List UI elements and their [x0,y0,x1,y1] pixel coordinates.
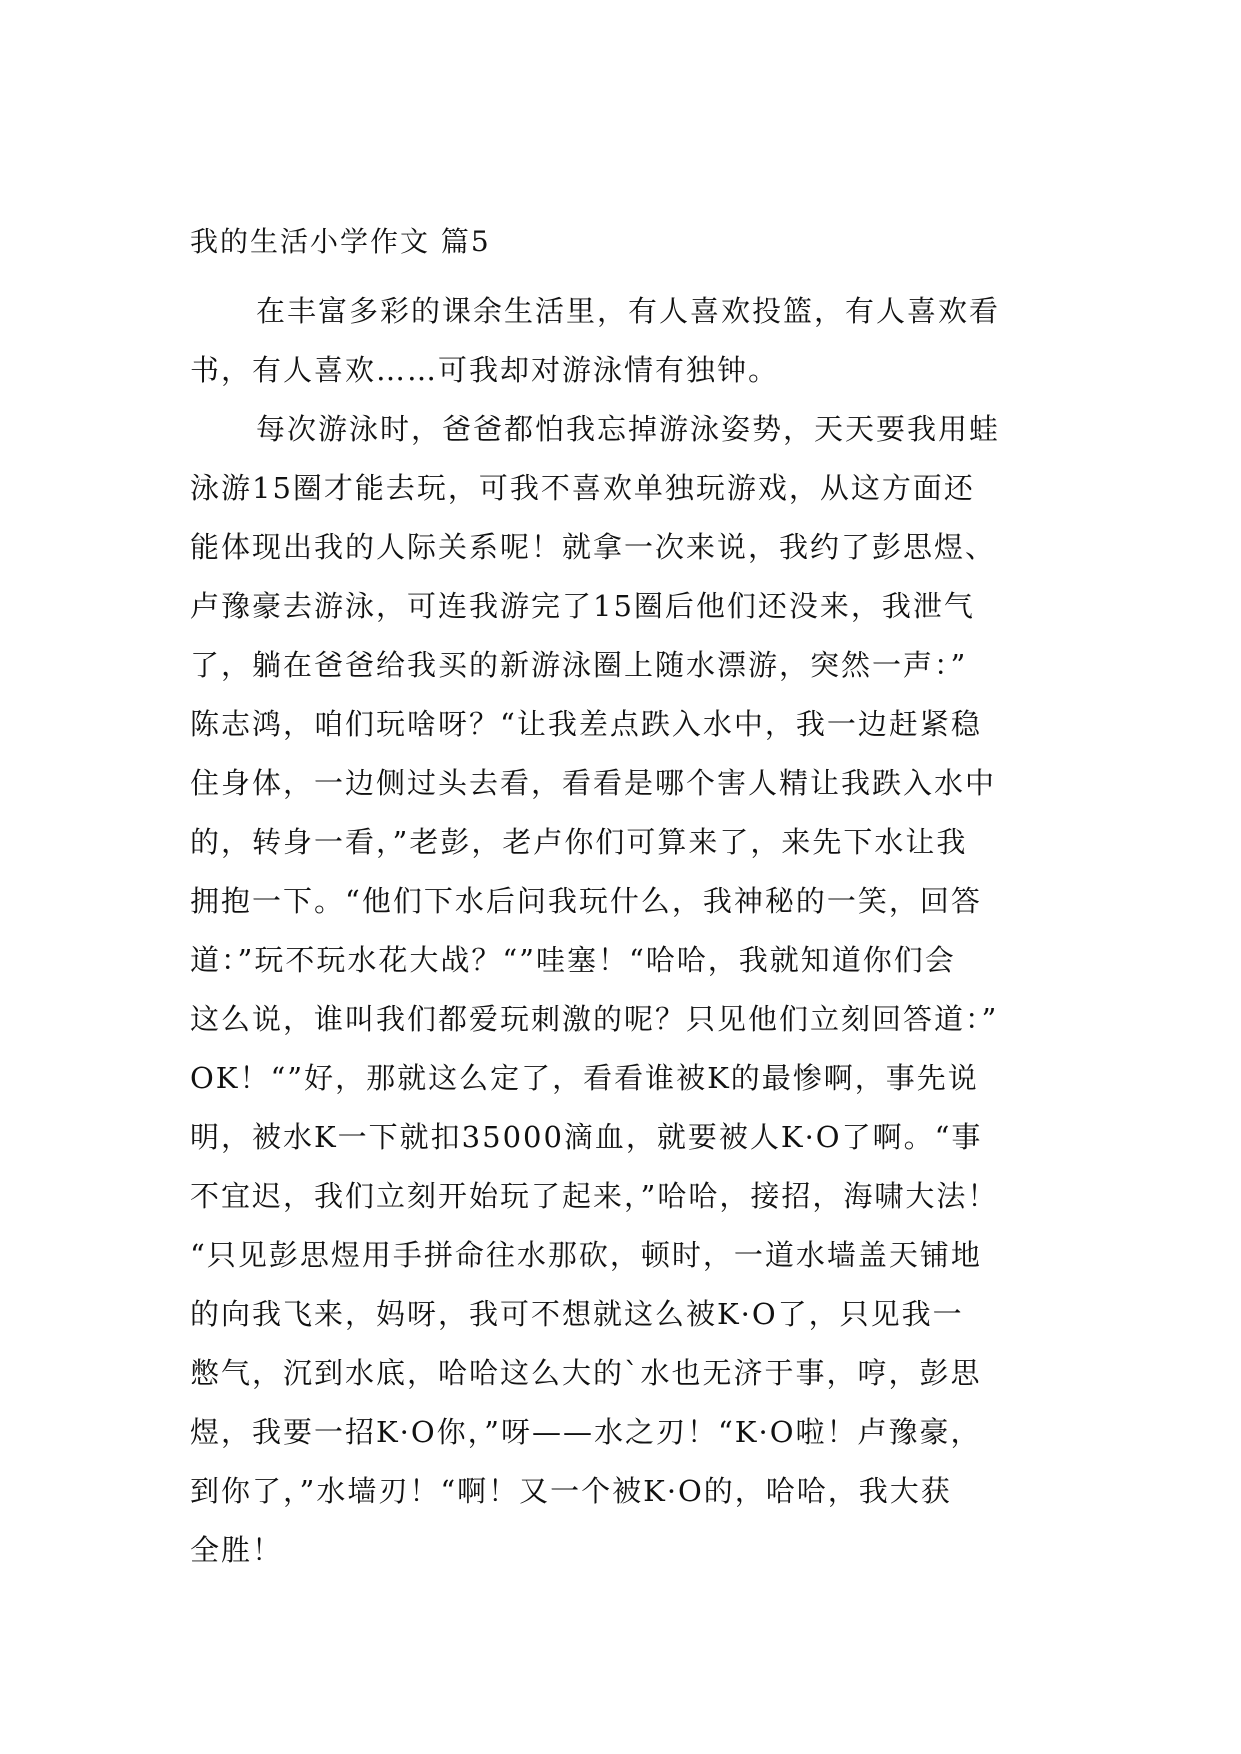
text-line: 煜，我要一招K·O你，”呀——水之刃！“K·O啦！卢豫豪， [190,1415,982,1449]
text-line: 到你了，”水墙刃！“啊！又一个被K·O的，哈哈，我大获 [190,1474,952,1508]
text-line: 明，被水K一下就扣35000滴血，就要被人K·O了啊。“事 [190,1120,983,1154]
text-line: 在丰富多彩的课余生活里，有人喜欢投篮，有人喜欢看 [256,294,1001,328]
text-line: 住身体，一边侧过头去看，看看是哪个害人精让我跌入水中 [190,766,997,800]
essay-title: 我的生活小学作文 篇5 [190,225,491,258]
essay-text [190,282,1090,1580]
text-line: OK！“”好，那就这么定了，看看谁被K的最惨啊，事先说 [190,1061,979,1095]
text-line: 的向我飞来，妈呀，我可不想就这么被K·O了，只见我一 [190,1297,964,1331]
text-line: 的，转身一看，”老彭，老卢你们可算来了，来先下水让我 [190,825,968,859]
text-line: 陈志鸿，咱们玩啥呀？“让我差点跌入水中，我一边赶紧稳 [190,707,982,741]
text-line: 憋气，沉到水底，哈哈这么大的`水也无济于事，哼，彭思 [190,1356,982,1390]
text-line: 拥抱一下。“他们下水后问我玩什么，我神秘的一笑，回答 [190,884,982,918]
text-line: 了，躺在爸爸给我买的新游泳圈上随水漂游，突然一声：” [190,648,968,682]
text-line: 卢豫豪去游泳，可连我游完了15圈后他们还没来，我泄气 [190,589,975,623]
text-line: “只见彭思煜用手拼命往水那砍，顿时，一道水墙盖天铺地 [190,1238,982,1272]
document-body [190,222,1090,1580]
text-line: 这么说，谁叫我们都爱玩刺激的呢？只见他们立刻回答道：” [190,1002,999,1036]
text-line: 能体现出我的人际关系呢！就拿一次来说，我约了彭思煜、 [190,530,997,564]
text-line: 书，有人喜欢……可我却对游泳情有独钟。 [190,353,780,387]
text-line: 每次游泳时，爸爸都怕我忘掉游泳姿势，天天要我用蛙 [256,412,1001,446]
text-line: 泳游15圈才能去玩，可我不喜欢单独玩游戏，从这方面还 [190,471,975,505]
text-line: 道：”玩不玩水花大战？“”哇塞！“哈哈，我就知道你们会 [190,943,956,977]
text-line: 全胜！ [190,1533,284,1567]
text-line: 不宜迟，我们立刻开始玩了起来，”哈哈，接招，海啸大法！ [190,1179,999,1213]
